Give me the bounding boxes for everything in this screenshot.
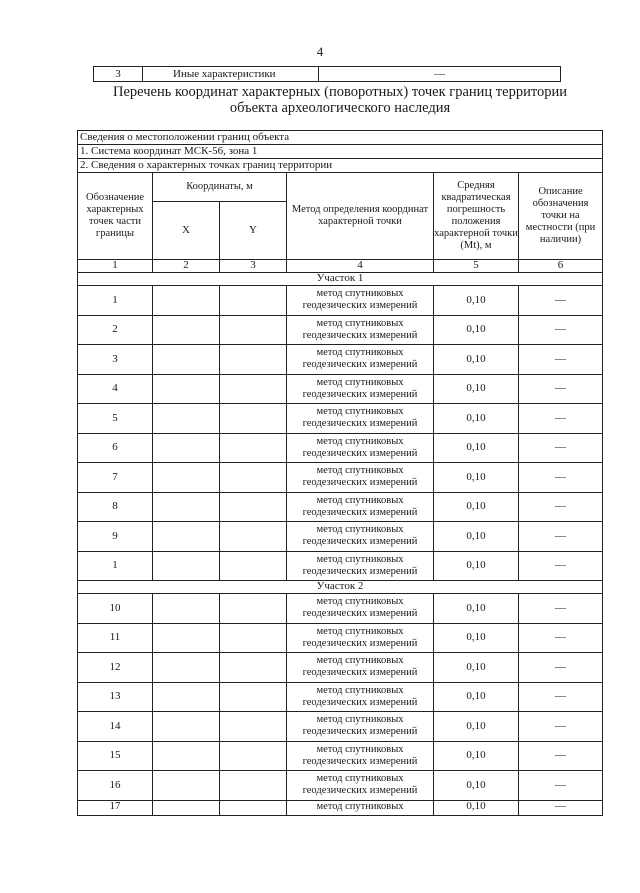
table-row [78, 653, 603, 683]
coord-y-cell [220, 712, 287, 742]
point-number: 7 [78, 463, 153, 493]
header-accuracy: Средняя квадратическая погрешность положения характерной точки (Mt), м [434, 173, 519, 260]
coord-y-cell [220, 492, 287, 522]
method-text: метод спутниковых геодезических измерений [302, 655, 418, 679]
table-row [78, 463, 603, 493]
coord-y-cell [220, 433, 287, 463]
method-text: метод спутниковых геодезических измерений [302, 625, 418, 649]
coordinates-table [77, 130, 603, 816]
description-cell: — [519, 594, 603, 624]
method-cell [287, 286, 434, 316]
accuracy-cell: 0,10 [434, 404, 519, 434]
column-number: 4 [287, 260, 434, 273]
coord-y-cell [220, 551, 287, 581]
table-row [78, 404, 603, 434]
coord-y-cell [220, 800, 287, 815]
accuracy-cell: 0,10 [434, 315, 519, 345]
method-text: метод спутниковых геодезических измерений [302, 317, 418, 341]
method-text: метод спутниковых геодезических измерений [302, 524, 418, 548]
coord-y-cell [220, 404, 287, 434]
point-number: 16 [78, 771, 153, 801]
method-text: метод спутниковых геодезических измерений [302, 684, 418, 708]
accuracy-cell: 0,10 [434, 286, 519, 316]
section-row [78, 273, 603, 286]
method-text: метод спутниковых [316, 800, 404, 812]
column-number: 2 [153, 260, 220, 273]
coord-x-cell [153, 653, 220, 683]
point-number: 1 [78, 551, 153, 581]
accuracy-cell: 0,10 [434, 712, 519, 742]
top-row-label: Иные характеристики [143, 67, 319, 81]
point-number: 17 [78, 800, 153, 815]
method-cell [287, 741, 434, 771]
method-cell [287, 653, 434, 683]
section-title: Участок 2 [78, 581, 603, 594]
method-text: метод спутниковых геодезических измерений [302, 773, 418, 797]
description-cell: — [519, 653, 603, 683]
coord-y-cell [220, 345, 287, 375]
table-row [78, 623, 603, 653]
point-number: 5 [78, 404, 153, 434]
table-row [78, 522, 603, 552]
info-row-points-info: 2. Сведения о характерных точках границ территории [78, 159, 603, 173]
description-cell: — [519, 682, 603, 712]
method-text: метод спутниковых геодезических измерений [302, 714, 418, 738]
point-number: 1 [78, 286, 153, 316]
point-number: 12 [78, 653, 153, 683]
table-row [78, 771, 603, 801]
coord-x-cell [153, 594, 220, 624]
coord-x-cell [153, 682, 220, 712]
description-cell: — [519, 374, 603, 404]
table-row [78, 741, 603, 771]
method-cell [287, 771, 434, 801]
description-cell: — [519, 551, 603, 581]
point-number: 6 [78, 433, 153, 463]
method-cell [287, 522, 434, 552]
title-line-2: объекта археологического наследия [229, 100, 451, 116]
header-x: X [153, 202, 220, 260]
coord-y-cell [220, 594, 287, 624]
table-row [78, 492, 603, 522]
accuracy-cell: 0,10 [434, 374, 519, 404]
method-cell [287, 492, 434, 522]
point-number: 2 [78, 315, 153, 345]
coord-x-cell [153, 286, 220, 316]
column-number: 6 [519, 260, 603, 273]
method-cell [287, 594, 434, 624]
method-cell [287, 345, 434, 375]
table-row [78, 594, 603, 624]
table-row [78, 433, 603, 463]
coord-x-cell [153, 551, 220, 581]
accuracy-cell: 0,10 [434, 800, 519, 815]
method-cell [287, 315, 434, 345]
coord-x-cell [153, 712, 220, 742]
page-number: 4 [316, 44, 324, 59]
method-text: метод спутниковых геодезических измерений [302, 376, 418, 400]
coord-y-cell [220, 771, 287, 801]
method-cell [287, 682, 434, 712]
point-number: 13 [78, 682, 153, 712]
accuracy-cell: 0,10 [434, 463, 519, 493]
accuracy-cell: 0,10 [434, 594, 519, 624]
method-text: метод спутниковых геодезических измерений [302, 347, 418, 371]
table-row [78, 682, 603, 712]
description-cell: — [519, 771, 603, 801]
coord-x-cell [153, 741, 220, 771]
accuracy-cell: 0,10 [434, 345, 519, 375]
description-cell: — [519, 315, 603, 345]
description-cell: — [519, 800, 603, 815]
coord-y-cell [220, 623, 287, 653]
description-cell: — [519, 623, 603, 653]
section-title: Участок 1 [78, 273, 603, 286]
header-coordinates: Координаты, м [153, 173, 287, 202]
point-number: 4 [78, 374, 153, 404]
method-text: метод спутниковых геодезических измерений [302, 743, 418, 767]
point-number: 9 [78, 522, 153, 552]
accuracy-cell: 0,10 [434, 551, 519, 581]
table-row [78, 286, 603, 316]
coord-x-cell [153, 771, 220, 801]
top-row-number: 3 [94, 67, 143, 81]
method-cell [287, 463, 434, 493]
method-text: метод спутниковых геодезических измерений [302, 406, 418, 430]
top-characteristics-row [93, 66, 561, 82]
point-number: 11 [78, 623, 153, 653]
method-text: метод спутниковых геодезических измерений [302, 288, 418, 312]
method-cell [287, 433, 434, 463]
table-row [78, 374, 603, 404]
description-cell: — [519, 286, 603, 316]
coord-x-cell [153, 623, 220, 653]
coord-x-cell [153, 404, 220, 434]
description-cell: — [519, 404, 603, 434]
method-cell [287, 623, 434, 653]
top-row-value: — [434, 68, 445, 80]
column-number: 3 [220, 260, 287, 273]
coord-y-cell [220, 653, 287, 683]
description-cell: — [519, 522, 603, 552]
point-number: 3 [78, 345, 153, 375]
point-number: 15 [78, 741, 153, 771]
point-number: 10 [78, 594, 153, 624]
accuracy-cell: 0,10 [434, 433, 519, 463]
header-description: Описание обозначения точки на местности (при наличии) [519, 173, 603, 260]
column-number: 1 [78, 260, 153, 273]
description-cell: — [519, 433, 603, 463]
coord-x-cell [153, 463, 220, 493]
table-row [78, 551, 603, 581]
coord-y-cell [220, 315, 287, 345]
accuracy-cell: 0,10 [434, 682, 519, 712]
coord-x-cell [153, 522, 220, 552]
table-row [78, 800, 603, 815]
coord-x-cell [153, 492, 220, 522]
coord-y-cell [220, 522, 287, 552]
header-y: Y [220, 202, 287, 260]
header-designation: Обозначение характерных точек части границы [78, 173, 153, 260]
accuracy-cell: 0,10 [434, 653, 519, 683]
coord-y-cell [220, 286, 287, 316]
accuracy-cell: 0,10 [434, 492, 519, 522]
header-method: Метод определения координат характерной точки [287, 173, 434, 260]
coord-x-cell [153, 374, 220, 404]
coord-y-cell [220, 682, 287, 712]
method-cell [287, 404, 434, 434]
document-title [80, 84, 600, 116]
info-row-coordinate-system: 1. Система координат МСК-56, зона 1 [78, 145, 603, 159]
point-number: 14 [78, 712, 153, 742]
coord-y-cell [220, 463, 287, 493]
description-cell: — [519, 463, 603, 493]
info-row-location: Сведения о местоположении границ объекта [78, 131, 603, 145]
description-cell: — [519, 741, 603, 771]
coord-x-cell [153, 433, 220, 463]
coord-x-cell [153, 345, 220, 375]
coord-x-cell [153, 315, 220, 345]
method-text: метод спутниковых геодезических измерений [302, 553, 418, 577]
section-row [78, 581, 603, 594]
accuracy-cell: 0,10 [434, 522, 519, 552]
method-cell [287, 551, 434, 581]
accuracy-cell: 0,10 [434, 741, 519, 771]
description-cell: — [519, 345, 603, 375]
coord-y-cell [220, 741, 287, 771]
accuracy-cell: 0,10 [434, 771, 519, 801]
table-row [78, 345, 603, 375]
method-cell [287, 800, 434, 815]
coord-y-cell [220, 374, 287, 404]
table-row [78, 315, 603, 345]
coord-x-cell [153, 800, 220, 815]
method-text: метод спутниковых геодезических измерений [302, 435, 418, 459]
column-number: 5 [434, 260, 519, 273]
title-line-1: Перечень координат характерных (поворотных) точек границ территории [112, 84, 568, 100]
method-cell [287, 374, 434, 404]
description-cell: — [519, 492, 603, 522]
accuracy-cell: 0,10 [434, 623, 519, 653]
method-text: метод спутниковых геодезических измерений [302, 494, 418, 518]
description-cell: — [519, 712, 603, 742]
method-text: метод спутниковых геодезических измерений [302, 465, 418, 489]
method-text: метод спутниковых геодезических измерений [302, 596, 418, 620]
point-number: 8 [78, 492, 153, 522]
method-cell [287, 712, 434, 742]
table-row [78, 712, 603, 742]
